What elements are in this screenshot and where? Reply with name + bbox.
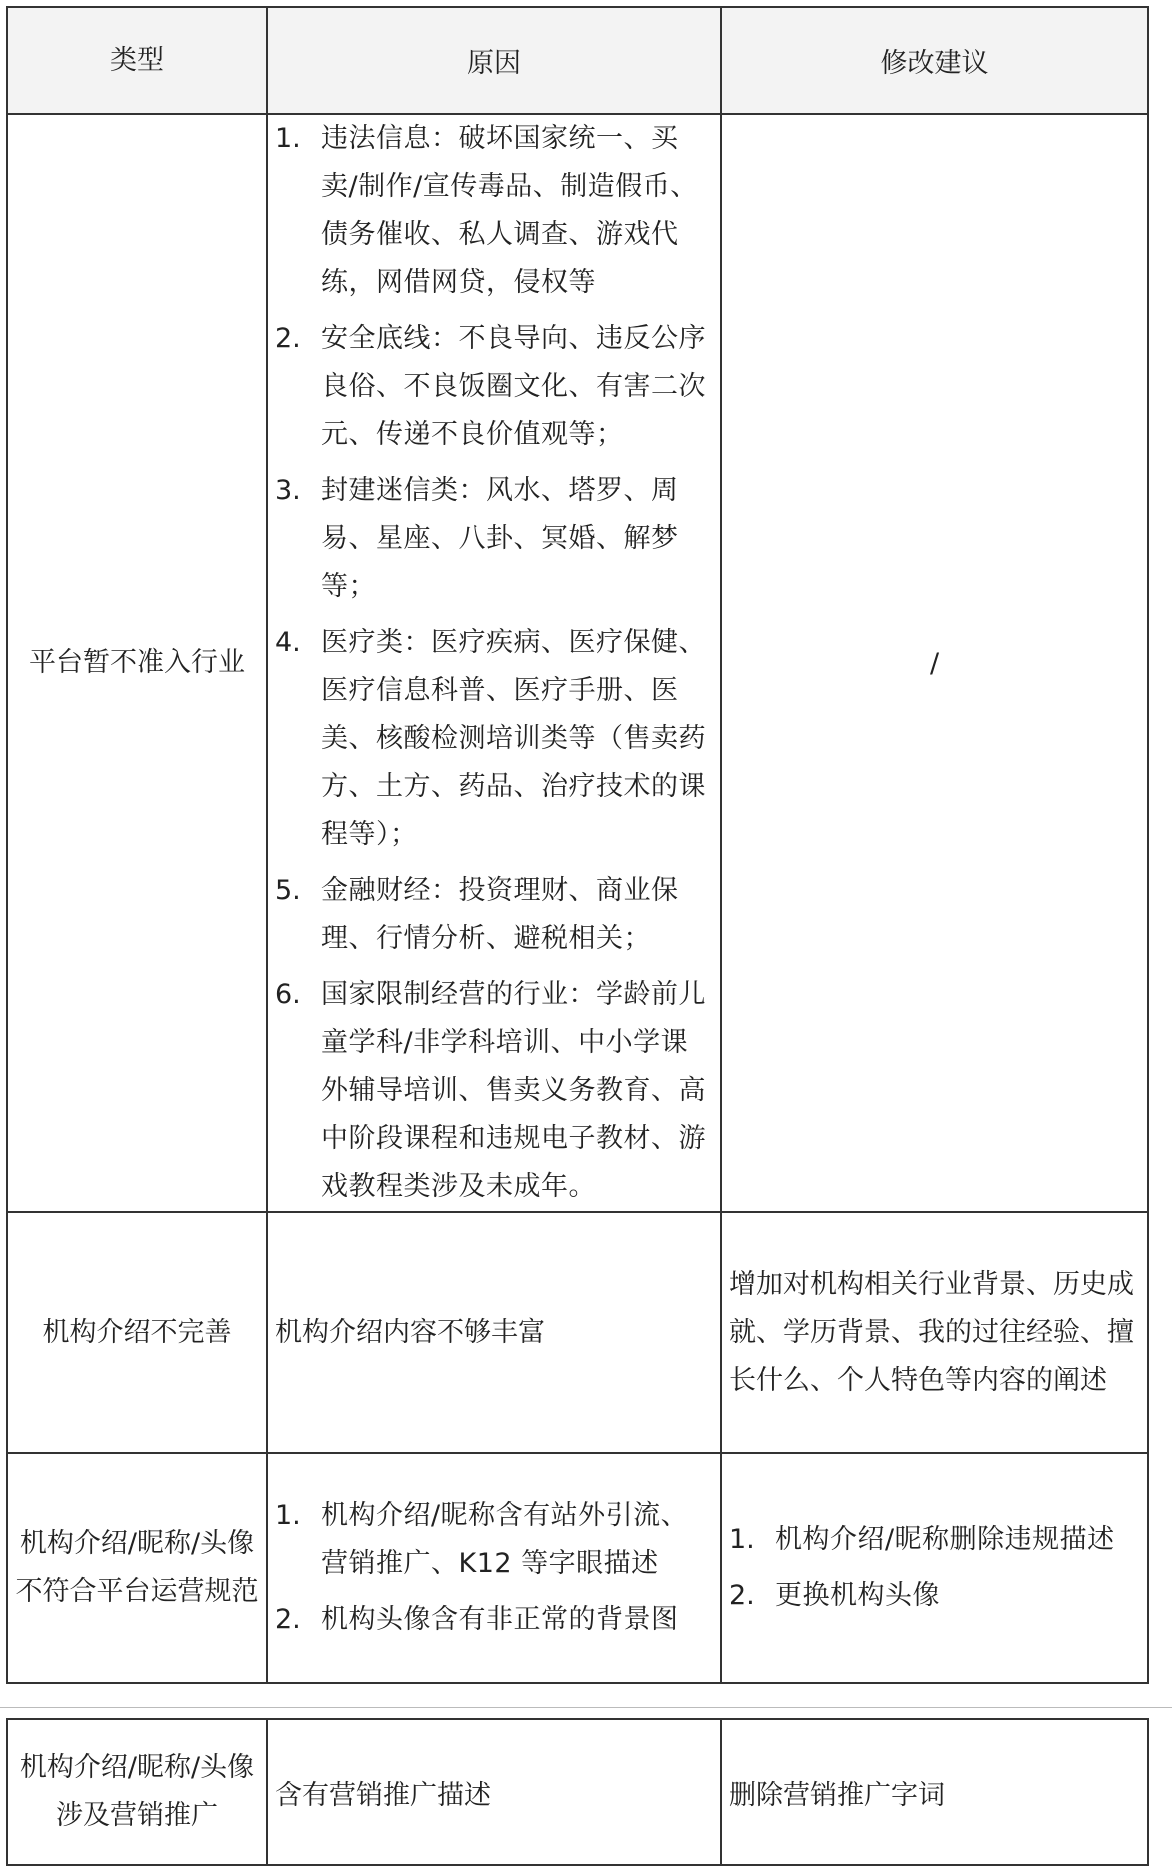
item-number: 3. <box>275 475 301 506</box>
item-number: 6. <box>275 979 301 1010</box>
item-text: 金融财经：投资理财、商业保理、行情分析、避税相关； <box>321 875 679 954</box>
item-number: 5. <box>275 875 301 906</box>
list-item <box>275 1596 713 1644</box>
header-suggestion: 修改建议 <box>721 7 1148 114</box>
review-table-continued <box>6 1718 1149 1866</box>
list-item <box>729 1572 1140 1620</box>
list-item <box>275 467 713 611</box>
item-text: 医疗类：医疗疾病、医疗保健、医疗信息科普、医疗手册、医美、核酸检测培训类等（售卖药方、土方、药品、治疗技术的课程等）； <box>321 627 706 850</box>
row-type: 平台暂不准入行业 <box>7 114 267 1212</box>
table-row <box>7 1719 1148 1865</box>
row-type: 机构介绍/昵称/头像不符合平台运营规范 <box>7 1453 267 1683</box>
list-item <box>275 115 713 307</box>
list-item <box>275 971 713 1211</box>
row-suggestion: / <box>721 114 1148 1212</box>
item-number: 2. <box>275 323 301 354</box>
item-number: 4. <box>275 627 301 658</box>
row-reason <box>267 1453 721 1683</box>
list-item <box>275 867 713 963</box>
row-type: 机构介绍/昵称/头像涉及营销推广 <box>7 1719 267 1865</box>
item-number: 2. <box>729 1580 755 1611</box>
table-row <box>7 114 1148 1212</box>
reason-list <box>275 1492 713 1644</box>
item-text: 机构介绍/昵称含有站外引流、营销推广、K12 等字眼描述 <box>321 1500 689 1579</box>
item-text: 更换机构头像 <box>775 1580 940 1611</box>
header-type: 类型 <box>7 7 267 114</box>
list-item <box>275 619 713 859</box>
row-type: 机构介绍不完善 <box>7 1212 267 1453</box>
item-number: 2. <box>275 1604 301 1635</box>
reason-list <box>275 115 713 1211</box>
row-reason: 含有营销推广描述 <box>267 1719 721 1865</box>
item-text: 机构介绍/昵称删除违规描述 <box>775 1524 1115 1555</box>
row-suggestion: 增加对机构相关行业背景、历史成就、学历背景、我的过往经验、擅长什么、个人特色等内容的阐述 <box>721 1212 1148 1453</box>
table-row <box>7 1453 1148 1683</box>
row-reason <box>267 114 721 1212</box>
row-suggestion: 删除营销推广字词 <box>721 1719 1148 1865</box>
page-divider <box>0 1707 1172 1708</box>
item-number: 1. <box>729 1524 755 1555</box>
review-table <box>6 6 1149 1684</box>
item-text: 违法信息：破坏国家统一、买卖/制作/宣传毒品、制造假币、债务催收、私人调查、游戏代练，网借网贷，侵权等 <box>321 123 698 298</box>
list-item <box>729 1516 1140 1564</box>
item-text: 封建迷信类：风水、塔罗、周易、星座、八卦、冥婚、解梦等； <box>321 475 679 602</box>
list-item <box>275 1492 713 1588</box>
item-number: 1. <box>275 123 301 154</box>
table-row <box>7 1212 1148 1453</box>
suggestion-list <box>729 1516 1140 1620</box>
row-suggestion <box>721 1453 1148 1683</box>
row-reason: 机构介绍内容不够丰富 <box>267 1212 721 1453</box>
item-text: 机构头像含有非正常的背景图 <box>321 1604 679 1635</box>
header-reason: 原因 <box>267 7 721 114</box>
item-text: 安全底线：不良导向、违反公序良俗、不良饭圈文化、有害二次元、传递不良价值观等； <box>321 323 706 450</box>
table-header-row <box>7 7 1148 114</box>
item-text: 国家限制经营的行业：学龄前儿童学科/非学科培训、中小学课外辅导培训、售卖义务教育、高中阶段课程和违规电子教材、游戏教程类涉及未成年。 <box>321 979 706 1202</box>
item-number: 1. <box>275 1500 301 1531</box>
list-item <box>275 315 713 459</box>
